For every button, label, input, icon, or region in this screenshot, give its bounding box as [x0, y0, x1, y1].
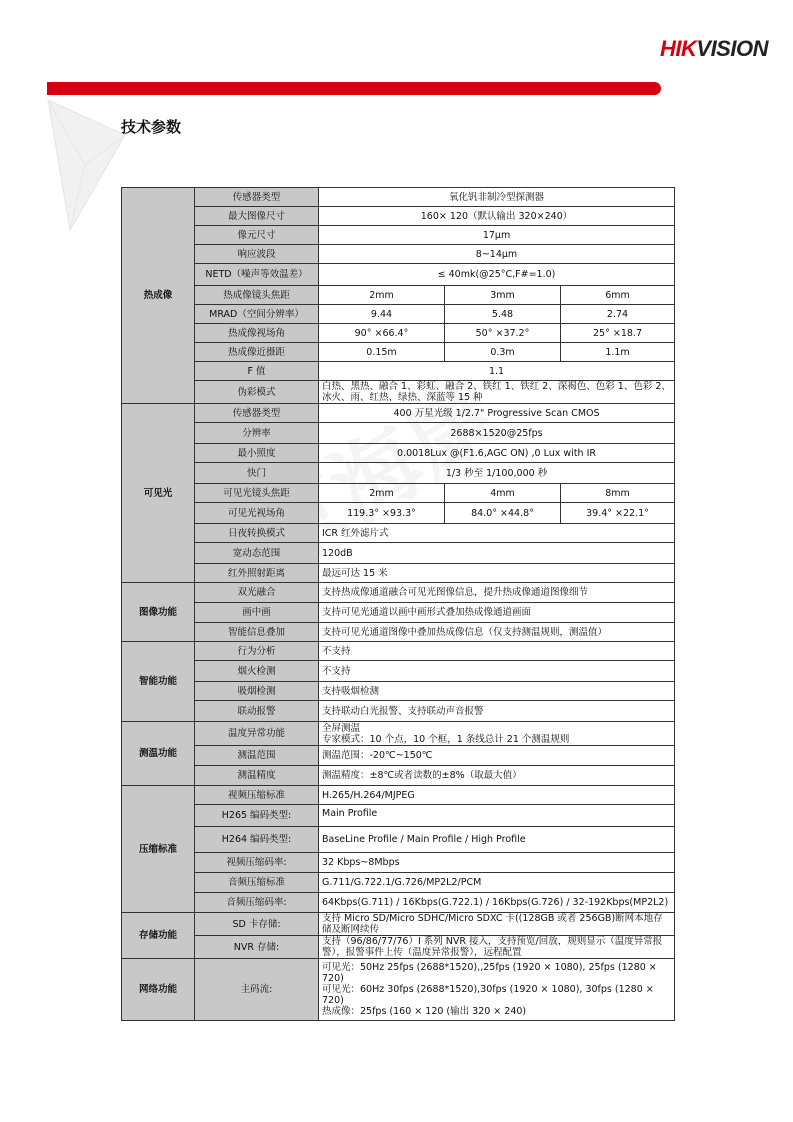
param-value: Main Profile: [319, 805, 675, 827]
param-label: 视频压缩码率:: [195, 853, 319, 873]
param-value: 120dB: [319, 543, 675, 564]
param-value: 测温范围：-20℃~150℃: [319, 746, 675, 766]
param-label: NVR 存储:: [195, 936, 319, 959]
param-value: 2mm: [319, 286, 445, 305]
param-label: 音频压缩标准: [195, 873, 319, 893]
param-label: 最小照度: [195, 444, 319, 463]
param-label: 分辨率: [195, 423, 319, 444]
param-value: 2mm: [319, 484, 445, 503]
param-value: H.265/H.264/MJPEG: [319, 786, 675, 805]
param-label: 快门: [195, 463, 319, 484]
param-value: 支持热成像通道融合可见光图像信息，提升热成像通道图像细节: [319, 583, 675, 603]
param-label: 温度异常功能: [195, 722, 319, 746]
param-value: 0.3m: [445, 343, 561, 362]
section-image-func: 图像功能: [122, 583, 195, 642]
param-label: 红外照射距离: [195, 564, 319, 583]
param-value: 25° ×18.7: [561, 324, 675, 343]
param-value: 支持可见光通道以画中画形式叠加热成像通道画面: [319, 603, 675, 623]
page-title: 技术参数: [121, 118, 182, 136]
param-value: 119.3° ×93.3°: [319, 503, 445, 524]
param-value: 32 Kbps~8Mbps: [319, 853, 675, 873]
param-label: 智能信息叠加: [195, 623, 319, 642]
section-thermal: 热成像: [122, 188, 195, 404]
param-value: 支持吸烟检测: [319, 682, 675, 701]
param-value: 5.48: [445, 305, 561, 324]
param-label: 吸烟检测: [195, 682, 319, 701]
param-label: 可见光视场角: [195, 503, 319, 524]
param-value: 90° ×66.4°: [319, 324, 445, 343]
param-value: 0.15m: [319, 343, 445, 362]
param-label: 测温精度: [195, 766, 319, 786]
section-storage: 存储功能: [122, 913, 195, 959]
param-label: 行为分析: [195, 642, 319, 661]
param-label: 音频压缩码率:: [195, 893, 319, 913]
param-label: 双光融合: [195, 583, 319, 603]
param-value: 4mm: [445, 484, 561, 503]
param-value: 2.74: [561, 305, 675, 324]
value-line: 可见光：50Hz 25fps (2688*1520),,25fps (1920 × 1080), 25fps (1280 × 720): [322, 962, 657, 984]
param-value: [319, 959, 675, 1021]
param-label: 传感器类型: [195, 404, 319, 423]
param-label: 像元尺寸: [195, 226, 319, 245]
param-value: [319, 722, 675, 746]
param-value: 50° ×37.2°: [445, 324, 561, 343]
param-label: 伪彩模式: [195, 381, 319, 404]
value-line: 热成像：25fps (160 × 120 (输出 320 × 240): [322, 1006, 527, 1017]
param-value: 1.1m: [561, 343, 675, 362]
param-value: 0.0018Lux @(F1.6,AGC ON) ,0 Lux with IR: [319, 444, 675, 463]
param-label: 热成像镜头焦距: [195, 286, 319, 305]
section-temp-func: 测温功能: [122, 722, 195, 786]
param-value: 6mm: [561, 286, 675, 305]
param-value: 1/3 秒至 1/100,000 秒: [319, 463, 675, 484]
param-value: 不支持: [319, 661, 675, 682]
param-value: 8mm: [561, 484, 675, 503]
param-value: 最远可达 15 米: [319, 564, 675, 583]
value-line: 专家模式：10 个点，10 个框，1 条线总计 21 个测温规则: [322, 733, 570, 745]
section-network: 网络功能: [122, 959, 195, 1021]
param-value: 氧化钒非制冷型探测器: [319, 188, 675, 207]
header-red-bar: [47, 82, 661, 95]
param-value: 400 万星光级 1/2.7" Progressive Scan CMOS: [319, 404, 675, 423]
decorative-triangle-icon: [40, 95, 130, 235]
param-value: 测温精度：±8℃或者读数的±8%（取最大值）: [319, 766, 675, 786]
param-label: 视频压缩标准: [195, 786, 319, 805]
value-line: 全屏测温: [322, 722, 361, 734]
param-label: F 值: [195, 362, 319, 381]
hikvision-logo: HIKVISION: [660, 36, 768, 61]
param-label: 日夜转换模式: [195, 524, 319, 543]
param-label: MRAD（空间分辨率）: [195, 305, 319, 324]
param-label: 烟火检测: [195, 661, 319, 682]
param-value: 支持（96/86/77/76）I 系列 NVR 接入，支持预览/回放，规则显示（温度异常报警），报警事件上传（温度异常报警），远程配置: [319, 936, 675, 959]
param-label: NETD（噪声等效温差）: [195, 264, 319, 286]
value-line: 可见光：60Hz 30fps (2688*1520),30fps (1920 × 1080), 30fps (1280 × 720): [322, 984, 654, 1006]
param-value: G.711/G.722.1/G.726/MP2L2/PCM: [319, 873, 675, 893]
param-label: SD 卡存储:: [195, 913, 319, 936]
param-value: BaseLine Profile / Main Profile / High Profile: [319, 827, 675, 853]
section-compress: 压缩标准: [122, 786, 195, 913]
param-label: 画中画: [195, 603, 319, 623]
spec-table: [121, 187, 675, 1021]
section-smart-func: 智能功能: [122, 642, 195, 722]
param-value: 2688×1520@25fps: [319, 423, 675, 444]
param-value: 64Kbps(G.711) / 16Kbps(G.722.1) / 16Kbps(G.726) / 32-192Kbps(MP2L2): [319, 893, 675, 913]
param-value: 84.0° ×44.8°: [445, 503, 561, 524]
param-value: 支持联动白光报警、支持联动声音报警: [319, 701, 675, 722]
param-label: 最大图像尺寸: [195, 207, 319, 226]
param-value: ≤ 40mk(@25°C,F#=1.0): [319, 264, 675, 286]
param-label: 测温范围: [195, 746, 319, 766]
param-value: 8~14μm: [319, 245, 675, 264]
param-label: 热成像近摄距: [195, 343, 319, 362]
param-value: ICR 红外滤片式: [319, 524, 675, 543]
param-value: 160× 120（默认输出 320×240）: [319, 207, 675, 226]
param-value: 白热、黑热、融合 1、彩虹、融合 2、铁红 1、铁红 2、深褐色、色彩 1、色彩 2、冰火、雨、红热、绿热、深蓝等 15 种: [319, 381, 675, 404]
param-label: 可见光镜头焦距: [195, 484, 319, 503]
param-label: 热成像视场角: [195, 324, 319, 343]
param-label: H264 编码类型:: [195, 827, 319, 853]
param-label: H265 编码类型:: [195, 805, 319, 827]
param-value: 3mm: [445, 286, 561, 305]
section-visible: 可见光: [122, 404, 195, 583]
param-value: 不支持: [319, 642, 675, 661]
param-value: 9.44: [319, 305, 445, 324]
param-label: 响应波段: [195, 245, 319, 264]
param-value: 39.4° ×22.1°: [561, 503, 675, 524]
param-label: 联动报警: [195, 701, 319, 722]
param-label: 传感器类型: [195, 188, 319, 207]
param-label: 主码流:: [195, 959, 319, 1021]
param-label: 宽动态范围: [195, 543, 319, 564]
param-value: 1.1: [319, 362, 675, 381]
param-value: 17μm: [319, 226, 675, 245]
param-value: 支持 Micro SD/Micro SDHC/Micro SDXC 卡((128GB 或者 256GB)断网本地存储及断网续传: [319, 913, 675, 936]
param-value: 支持可见光通道图像中叠加热成像信息（仅支持测温规则，测温值）: [319, 623, 675, 642]
